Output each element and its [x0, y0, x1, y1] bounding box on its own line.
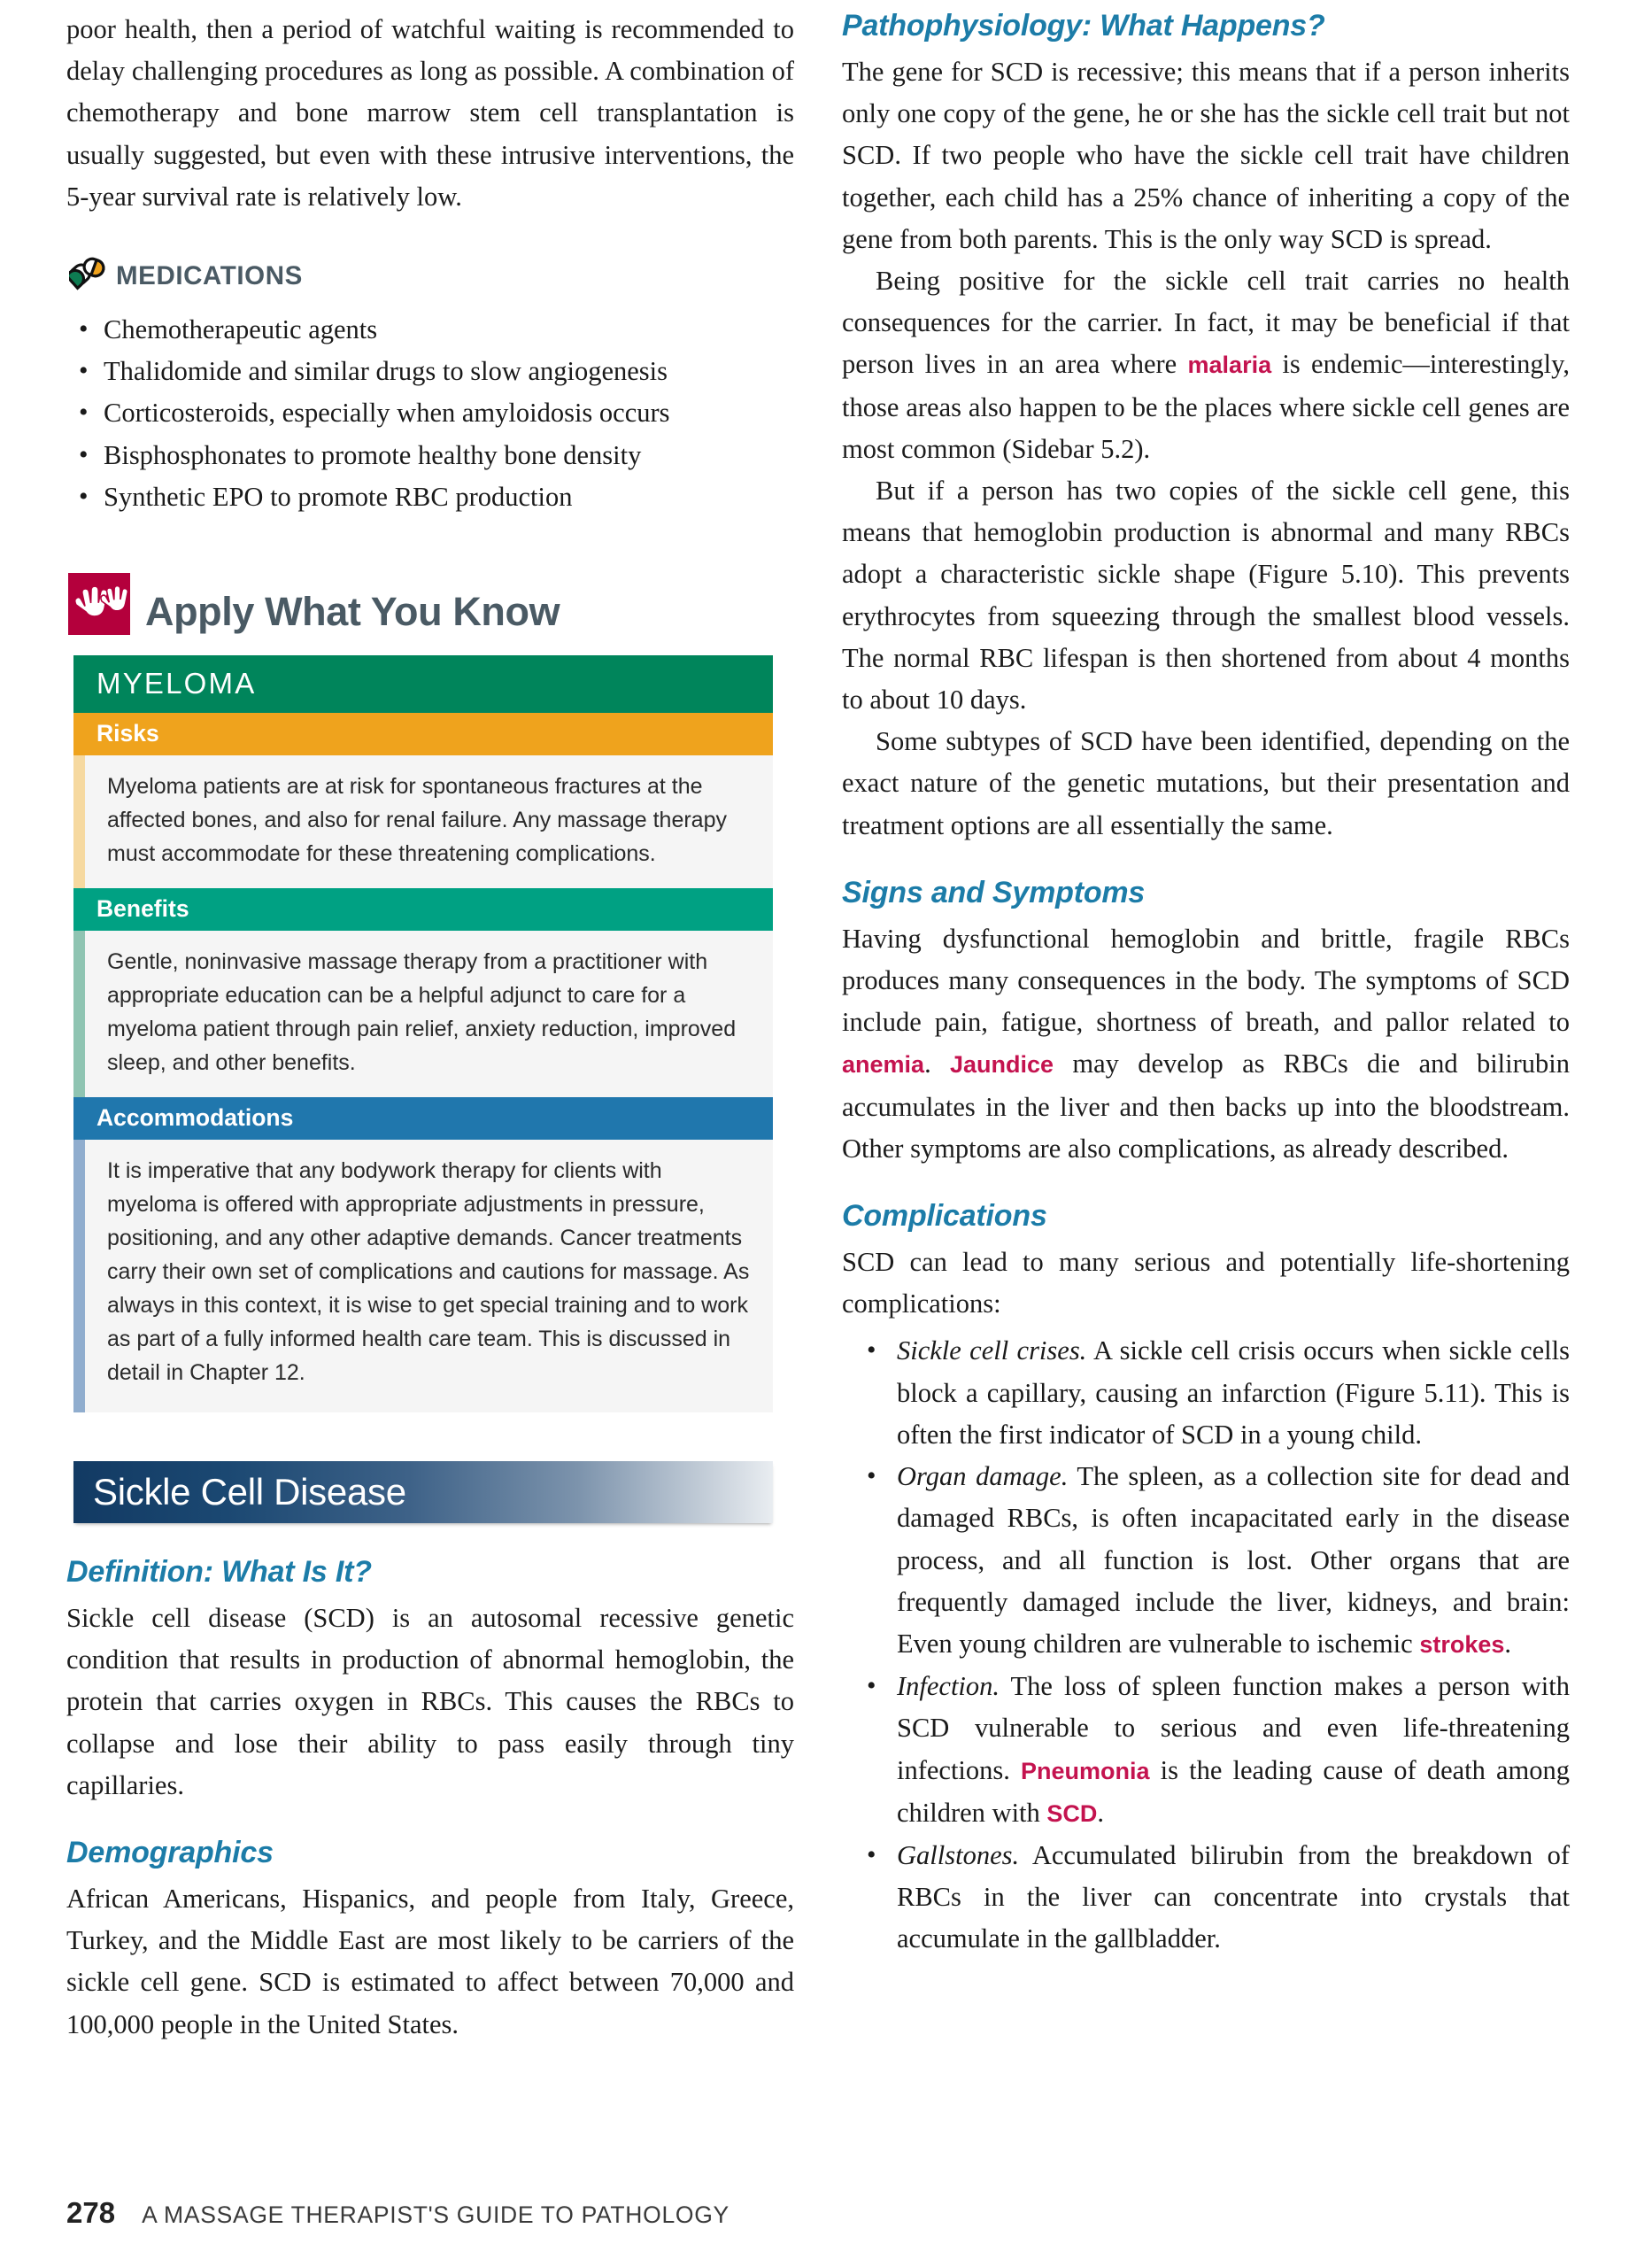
complication-text: The loss of spleen function makes a person with SCD vulnerable to serious and even life-threatening infections. [897, 1671, 1570, 1785]
hands-icon [68, 573, 130, 635]
accommodations-section-header: Accommodations [73, 1097, 773, 1140]
pathophysiology-paragraph-3: But if a person has two copies of the sickle cell gene, this means that hemoglobin production is abnormal and many RBCs adopt a characteristic sickle shape (Figure 5.10). This prevents erythrocytes from squeezing through the smallest blood vessels. The normal RBC lifespan is then shortened from about 4 months to about 10 days. [842, 476, 1570, 716]
definition-paragraph: Sickle cell disease (SCD) is an autosomal recessive genetic condition that results in production of abnormal hemoglobin, the protein that carries oxygen in RBCs. This causes the RBCs to collapse and lose their ability to pass easily through tiny capillaries. [66, 1603, 794, 1800]
term-pneumonia: Pneumonia [1021, 1757, 1150, 1784]
accommodations-section-body [73, 1140, 773, 1412]
complication-lead: Infection. [897, 1671, 1000, 1702]
term-jaundice: Jaundice [950, 1051, 1054, 1079]
accommodations-text: It is imperative that any bodywork therapy for clients with myeloma is offered with appropriate adjustments in pressure, positioning, and any other adaptive demands. Cancer treatments carry their own set of complications and cautions for massage. As always in this context, it is wise to get special training and to work as part of a fully informed health care team. This is discussed in detail in Chapter 12. [107, 1158, 750, 1386]
medications-list [66, 309, 794, 518]
ss-text-a: Having dysfunctional hemoglobin and brittle, fragile RBCs produces many consequences in the body. The symptoms of SCD include pain, fatigue, shortness of breath, and pallor related to [842, 923, 1570, 1038]
complications-intro: SCD can lead to many serious and potentially life-shortening complications: [842, 1247, 1570, 1319]
page-number: 278 [66, 2196, 116, 2229]
para2-text-b: is endemic—interestingly, those areas also happen to be the places where sickle cell genes are most common (Sidebar 5.2). [842, 349, 1570, 464]
apply-what-you-know-header [68, 573, 794, 635]
benefits-text: Gentle, noninvasive massage therapy from a practitioner with appropriate education can be a helpful adjunct to care for a myeloma patient through pain relief, anxiety reduction, improved sleep, and other benefits. [107, 949, 737, 1076]
risks-section-header: Risks [73, 713, 773, 755]
book-title: A MASSAGE THERAPIST'S GUIDE TO PATHOLOGY [142, 2201, 730, 2228]
term-strokes: strokes [1419, 1630, 1505, 1658]
list-item: • Thalidomide and similar drugs to slow angiogenesis [66, 351, 794, 392]
complication-text-end: . [1504, 1628, 1511, 1659]
right-column [842, 9, 1570, 2046]
list-item [842, 1835, 1570, 1961]
medications-heading [69, 256, 794, 296]
term-anemia: anemia [842, 1051, 925, 1079]
complication-lead: Gallstones. [897, 1839, 1020, 1870]
list-item: • Synthetic EPO to promote RBC production [66, 476, 794, 518]
demographics-heading: Demographics [66, 1836, 274, 1870]
callout-condition-title: MYELOMA [73, 655, 773, 713]
risks-accent-rail [73, 755, 85, 888]
complication-lead: Sickle cell crises. [897, 1335, 1087, 1366]
sickle-cell-disease-title: Sickle Cell Disease [93, 1471, 406, 1513]
benefits-section-body [73, 931, 773, 1097]
signs-and-symptoms-paragraph [842, 918, 1570, 1170]
apply-what-you-know-block [66, 573, 794, 1412]
pathophysiology-heading: Pathophysiology: What Happens? [842, 9, 1325, 43]
sickle-cell-disease-banner [73, 1461, 773, 1523]
complications-heading: Complications [842, 1199, 1047, 1234]
page-footer [66, 2196, 730, 2230]
list-item [842, 1666, 1570, 1835]
complication-text: Accumulated bilirubin from the breakdown of RBCs in the liver can concentrate into crystals that accumulate in the gallbladder. [897, 1839, 1570, 1954]
ss-text-c: may develop as RBCs die and bilirubin accumulates in the liver and then backs up into the bloodstream. Other symptoms are also complications, as already described. [842, 1048, 1571, 1164]
complication-lead: Organ damage. [897, 1461, 1069, 1492]
complication-text-mid: is the leading cause of death among children with [897, 1754, 1570, 1828]
complication-text: The spleen, as a collection site for dead and damaged RBCs, is often incapacitated early in the disease process, and all function is lost. Other organs that are frequently damaged include the liver, kidneys, and brain: Even young children are vulnerable to ischemic [897, 1461, 1570, 1659]
left-column [66, 9, 794, 2046]
apply-what-you-know-title: Apply What You Know [145, 589, 560, 635]
ss-text-b: . [924, 1048, 951, 1079]
benefits-accent-rail [73, 931, 85, 1097]
pathophysiology-paragraph-2 [842, 260, 1570, 470]
pathophysiology-paragraph-4: Some subtypes of SCD have been identified, depending on the exact nature of the genetic mutations, but their presentation and treatment options are all essentially the same. [842, 726, 1570, 840]
pathophysiology-paragraph-1: The gene for SCD is recessive; this means that if a person inherits only one copy of the gene, he or she has the sickle cell trait but not SCD. If two people who have the sickle cell trait have children together, each child has a 25% chance of inheriting a copy of the gene from both parents. This is the only way SCD is spread. [842, 57, 1570, 254]
accommodations-accent-rail [73, 1140, 85, 1412]
signs-and-symptoms-heading: Signs and Symptoms [842, 875, 1146, 909]
term-malaria: malaria [1187, 352, 1272, 379]
para2-text-a: Being positive for the sickle cell trait carries no health consequences for the carrier. In fact, it may be beneficial if that person lives in an area where [842, 266, 1570, 380]
complication-text: A sickle cell crisis occurs when sickle cells block a capillary, causing an infarction (Figure 5.11). This is often the first indicator of SCD in a young child. [897, 1335, 1570, 1450]
benefits-section-header: Benefits [73, 888, 773, 931]
two-column-layout [0, 9, 1652, 2046]
demographics-paragraph: African Americans, Hispanics, and people from Italy, Greece, Turkey, and the Middle East are most likely to be carriers of the sickle cell gene. SCD is estimated to affect between 70,000 and 100,000 people in the United States. [66, 1884, 794, 2039]
complication-text-end: . [1097, 1797, 1105, 1828]
definition-heading: Definition: What Is It? [66, 1555, 372, 1590]
risks-text: Myeloma patients are at risk for spontaneous fractures at the affected bones, and also for renal failure. Any massage therapy must accommodate for these threatening complications. [107, 774, 727, 867]
list-item: • Chemotherapeutic agents [66, 309, 794, 351]
list-item: • Bisphosphonates to promote healthy bone density [66, 435, 794, 476]
term-scd: SCD [1046, 1799, 1098, 1827]
complications-list [842, 1330, 1570, 1960]
list-item: • Corticosteroids, especially when amyloidosis occurs [66, 392, 794, 434]
myeloma-callout-box [73, 655, 773, 1412]
list-item [842, 1456, 1570, 1666]
medications-label: MEDICATIONS [116, 260, 303, 290]
list-item [842, 1330, 1570, 1456]
opening-paragraph: poor health, then a period of watchful waiting is recommended to delay challenging procedures as long as possible. A combination of chemotherapy and bone marrow stem cell transplantation is usually suggested, but even with these intrusive interventions, the 5-year survival rate is relatively low. [66, 14, 794, 212]
pills-icon [69, 256, 106, 296]
risks-section-body [73, 755, 773, 888]
